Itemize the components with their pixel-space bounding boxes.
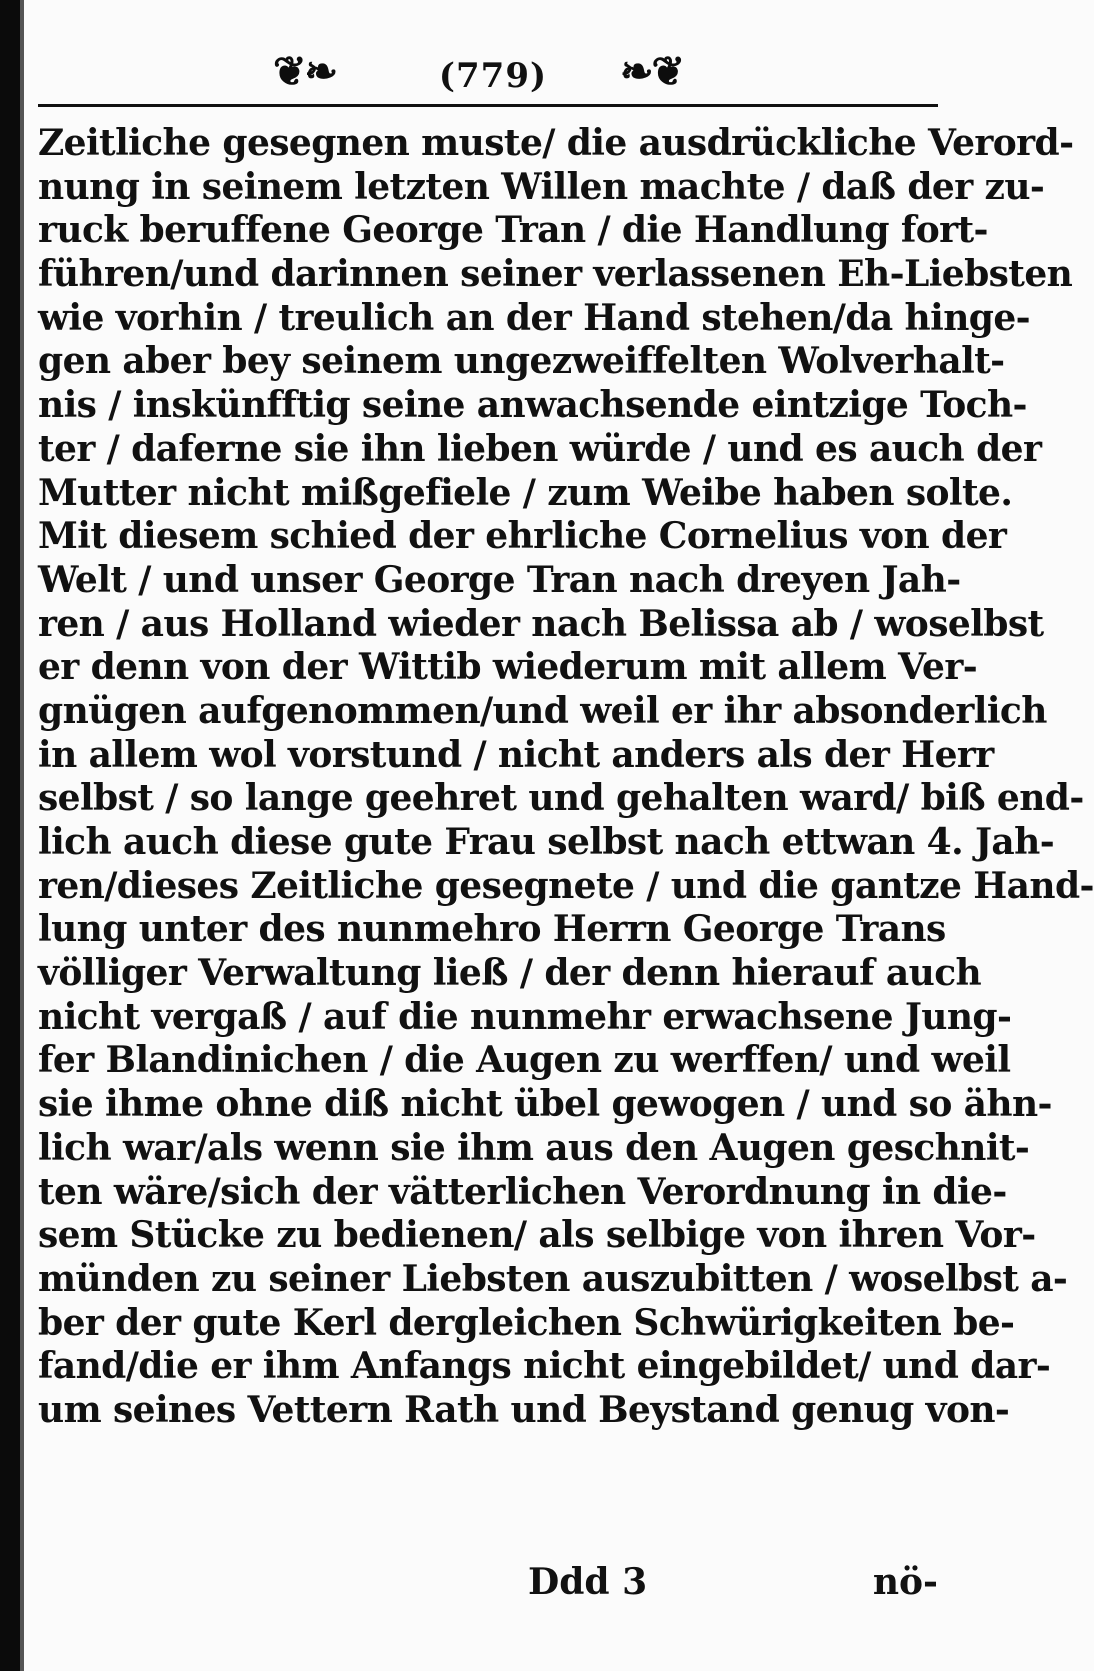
body-text	[38, 122, 1094, 1433]
text-line: fand/die er ihm Anfangs nicht eingebildet/ und dar-	[38, 1345, 1051, 1388]
text-line: wie vorhin / treulich an der Hand stehen/da hinge-	[38, 296, 1030, 339]
text-line: lung unter des nunmehro Herrn George Trans	[38, 908, 946, 951]
book-page	[38, 30, 1094, 1640]
header-rule	[38, 104, 938, 107]
text-line: ruck beruffene George Tran / die Handlung fort-	[38, 209, 988, 252]
text-line: münden zu seiner Liebsten auszubitten / woselbst a-	[38, 1257, 1068, 1300]
text-line: nicht vergaß / auf die nunmehr erwachsene Jung-	[38, 995, 1012, 1038]
text-line: sie ihme ohne diß nicht übel gewogen / und so ähn-	[38, 1083, 1052, 1126]
text-line: er denn von der Wittib wiederum mit allem Ver-	[38, 646, 978, 689]
text-line: selbst / so lange geehret und gehalten ward/ biß end-	[38, 777, 1084, 820]
header-ornament-left: ❦❧	[273, 48, 337, 95]
text-line: Zeitliche gesegnen muste/ die ausdrückliche Verord-	[38, 122, 1074, 164]
text-line: Welt / und unser George Tran nach dreyen Jah-	[38, 558, 961, 601]
text-line: gen aber bey seinem ungezweiffelten Wolverhalt-	[38, 340, 1005, 383]
text-line: ter / daferne sie ihn lieben würde / und es auch der	[38, 427, 1042, 470]
text-line: Mutter nicht mißgefiele / zum Weibe haben solte.	[38, 471, 1013, 514]
text-line: ber der gute Kerl dergleichen Schwürigkeiten be-	[38, 1301, 1015, 1344]
text-line: Mit diesem schied der ehrliche Cornelius von der	[38, 515, 1007, 558]
page-number: (779)	[438, 56, 548, 96]
page-footer	[38, 1560, 938, 1610]
page-header	[38, 30, 948, 94]
text-line: sem Stücke zu bedienen/ als selbige von ihren Vor-	[38, 1214, 1036, 1257]
text-line: lich war/als wenn sie ihm aus den Augen geschnit-	[38, 1126, 1030, 1169]
text-line: ten wäre/sich der vätterlichen Verordnung in die-	[38, 1170, 1007, 1213]
text-line: in allem wol vorstund / nicht anders als der Herr	[38, 733, 994, 776]
page-binding-edge	[0, 0, 20, 1671]
text-line: um seines Vettern Rath und Beystand genug von-	[38, 1388, 1010, 1431]
text-line: nung in seinem letzten Willen machte / daß der zu-	[38, 165, 1045, 208]
text-line: lich auch diese gute Frau selbst nach ettwan 4. Jah-	[38, 821, 1055, 863]
text-line: völliger Verwaltung ließ / der denn hierauf auch	[38, 952, 982, 995]
catchword: nö-	[872, 1561, 938, 1603]
text-line: gnügen aufgenommen/und weil er ihr absonderlich	[38, 689, 1047, 732]
text-line: führen/und darinnen seiner verlassenen Eh-Liebsten	[38, 253, 1073, 296]
text-line: nis / inskünfftig seine anwachsende eintzige Toch-	[38, 384, 1027, 427]
page-binding-shadow	[20, 0, 24, 1671]
header-ornament-right: ❧❦	[620, 48, 684, 95]
text-line: ren/dieses Zeitliche gesegnete / und die gantze Hand-	[38, 864, 1094, 907]
text-line: fer Blandinichen / die Augen zu werffen/ und weil	[38, 1039, 1011, 1082]
text-line: ren / aus Holland wieder nach Belissa ab / woselbst	[38, 602, 1044, 645]
signature-mark: Ddd 3	[528, 1561, 648, 1603]
